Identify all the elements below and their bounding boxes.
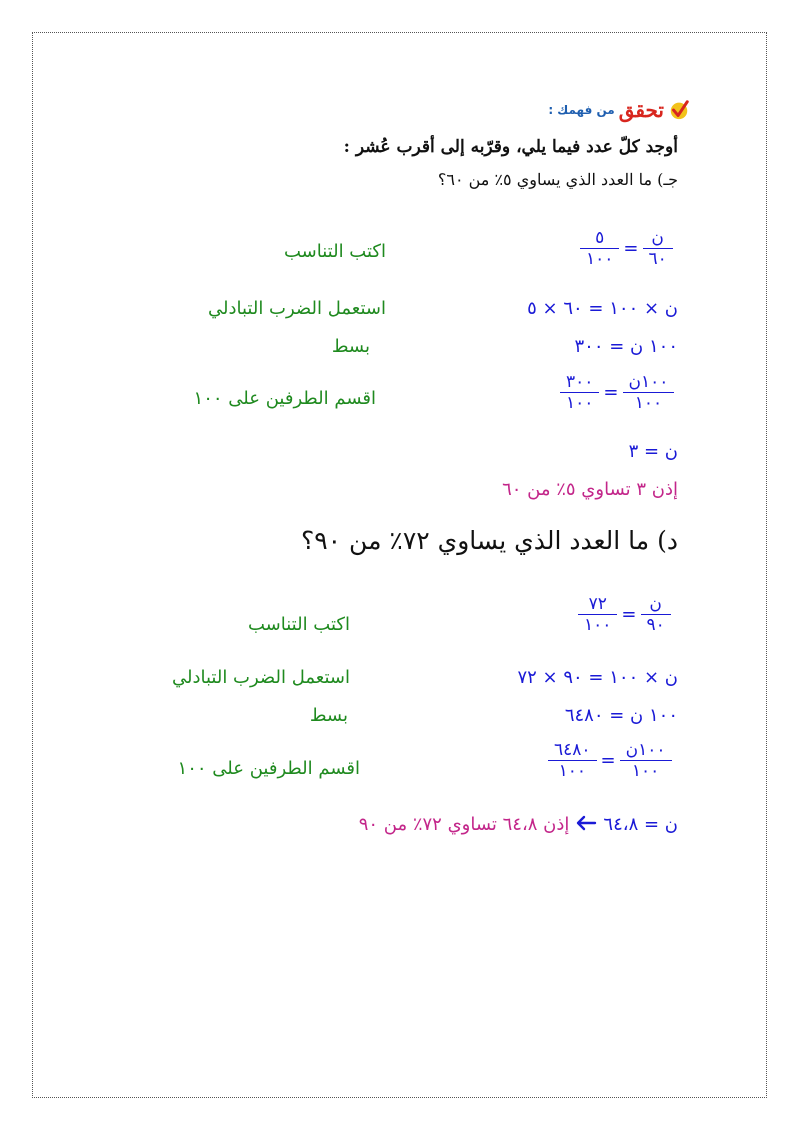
part-c-step2-equation: ن × ١٠٠ = ٦٠ × ٥ bbox=[527, 298, 678, 319]
part-c-step1-equation bbox=[580, 228, 673, 269]
verify-title: تحقق bbox=[618, 98, 664, 122]
part-d-final-conclusion: إذن ٦٤،٨ تساوي ٧٢٪ من ٩٠ bbox=[358, 813, 570, 835]
fraction bbox=[560, 372, 599, 413]
fraction-denominator: ٦٠ bbox=[648, 249, 667, 269]
verify-subtitle: من فهمك : bbox=[548, 103, 615, 117]
part-d-step1-label: اكتب التناسب bbox=[248, 614, 350, 635]
fraction bbox=[578, 594, 617, 635]
part-c-step4-equation bbox=[560, 372, 674, 413]
equals-sign: = bbox=[600, 750, 616, 771]
problem-c-text: جـ) ما العدد الذي يساوي ٥٪ من ٦٠؟ bbox=[437, 170, 678, 189]
part-c-step3-equation: ١٠٠ ن = ٣٠٠ bbox=[574, 336, 678, 357]
fraction-denominator: ١٠٠ bbox=[586, 249, 614, 269]
equals-sign: = bbox=[623, 238, 639, 259]
fraction bbox=[641, 594, 671, 635]
fraction-numerator: ١٠٠ن bbox=[628, 372, 669, 392]
part-d-step2-equation: ن × ١٠٠ = ٩٠ × ٧٢ bbox=[517, 667, 678, 688]
part-d-step3-equation: ١٠٠ ن = ٦٤٨٠ bbox=[564, 705, 678, 726]
part-c-step5-equation: ن = ٣ bbox=[628, 441, 678, 462]
part-d-step3-label: بسط bbox=[309, 705, 348, 726]
fraction-denominator: ١٠٠ bbox=[634, 393, 663, 413]
equals-sign: = bbox=[621, 604, 637, 625]
part-d-final-line bbox=[359, 812, 678, 836]
part-c-step1-label: اكتب التناسب bbox=[284, 241, 386, 262]
part-d-step1-equation bbox=[578, 594, 671, 635]
verify-heading bbox=[548, 98, 690, 122]
fraction-numerator: ن bbox=[651, 228, 664, 248]
fraction-denominator: ١٠٠ bbox=[631, 761, 660, 781]
part-d-step4-equation bbox=[548, 740, 672, 781]
page-frame bbox=[32, 32, 767, 1098]
fraction-denominator: ١٠٠ bbox=[558, 761, 586, 781]
part-d-step4-label: اقسم الطرفين على ١٠٠ bbox=[177, 758, 360, 779]
fraction-denominator: ١٠٠ bbox=[584, 615, 612, 635]
fraction bbox=[620, 740, 672, 781]
fraction-numerator: ٥ bbox=[595, 228, 605, 248]
part-c-step3-label: بسط bbox=[331, 336, 370, 357]
fraction bbox=[623, 372, 675, 413]
fraction bbox=[643, 228, 673, 269]
part-c-step2-label: استعمل الضرب التبادلي bbox=[208, 298, 386, 319]
fraction-numerator: ن bbox=[649, 594, 662, 614]
part-d-step2-label: استعمل الضرب التبادلي bbox=[172, 667, 350, 688]
fraction-numerator: ١٠٠ن bbox=[625, 740, 666, 760]
instruction-text: أوجد كلّ عدد فيما يلي، وقرّبه إلى أقرب عُشر : bbox=[343, 137, 678, 157]
part-c-conclusion: إذن ٣ تساوي ٥٪ من ٦٠ bbox=[502, 479, 678, 500]
fraction-denominator: ١٠٠ bbox=[566, 393, 594, 413]
fraction-numerator: ٧٢ bbox=[588, 594, 607, 614]
equals-sign: = bbox=[603, 382, 619, 403]
part-d-final-expression: ن = ٦٤،٨ bbox=[603, 813, 678, 835]
left-arrow-icon bbox=[575, 812, 597, 836]
fraction-numerator: ٣٠٠ bbox=[566, 372, 594, 392]
fraction bbox=[548, 740, 597, 781]
fraction-numerator: ٦٤٨٠ bbox=[554, 740, 591, 760]
checkmark-icon bbox=[668, 99, 690, 121]
problem-d-text: د) ما العدد الذي يساوي ٧٢٪ من ٩٠؟ bbox=[300, 526, 678, 555]
fraction bbox=[580, 228, 619, 269]
part-c-step4-label: اقسم الطرفين على ١٠٠ bbox=[193, 388, 376, 409]
fraction-denominator: ٩٠ bbox=[646, 615, 665, 635]
